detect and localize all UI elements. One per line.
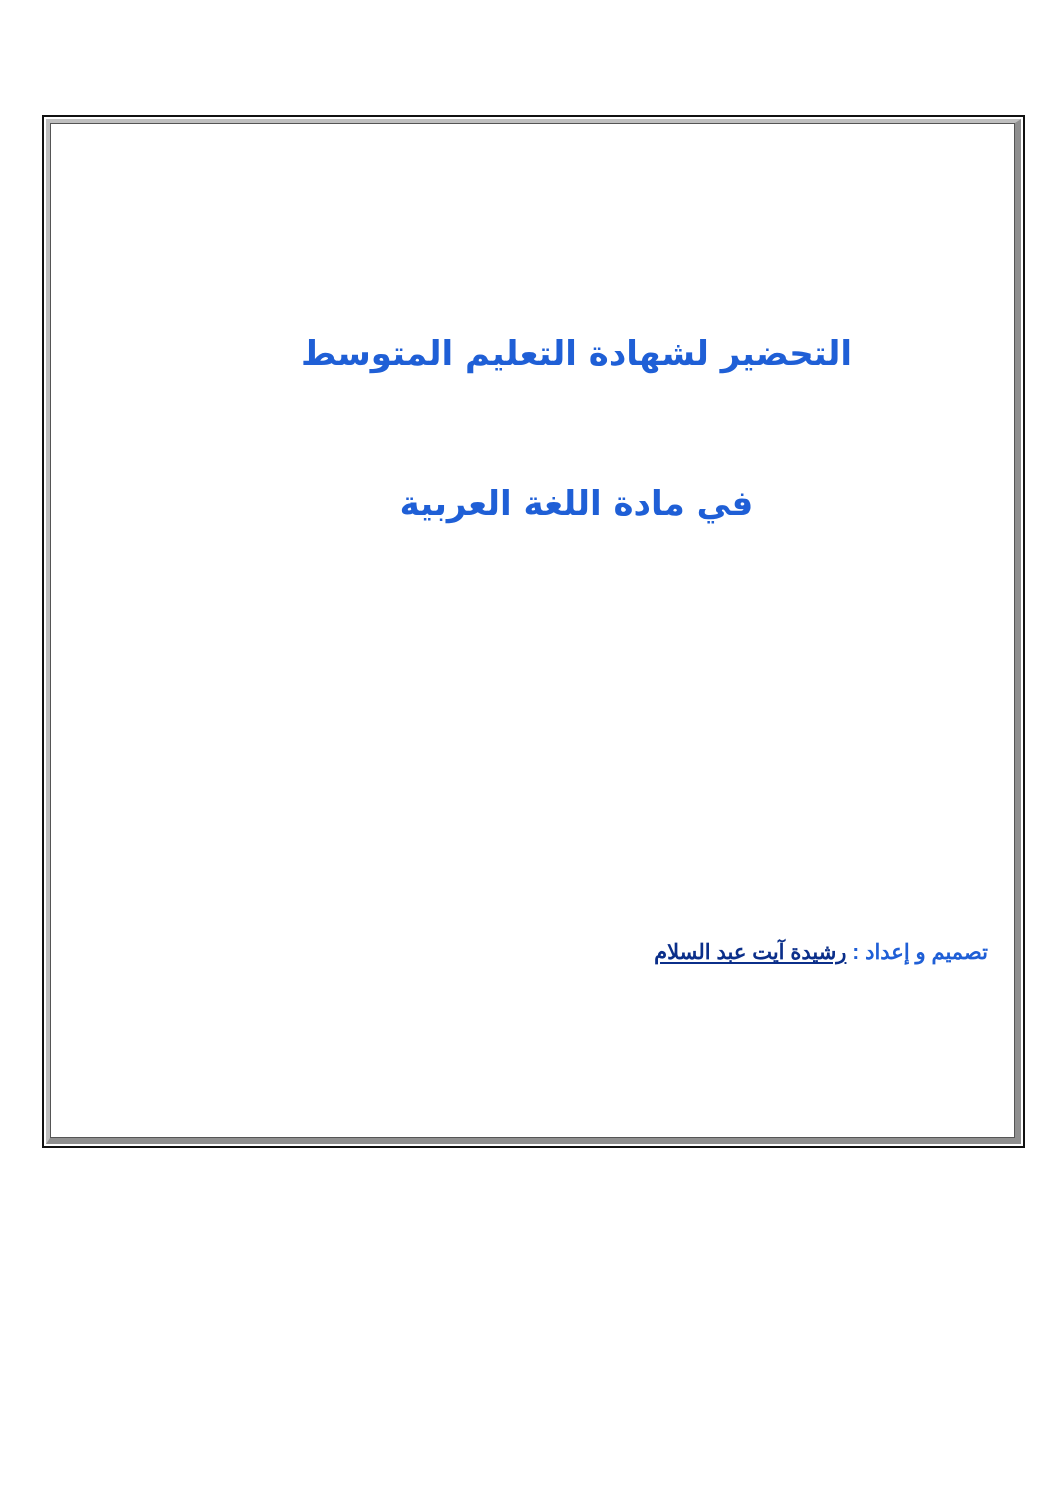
cover-frame xyxy=(42,115,1025,1148)
cover-frame-content xyxy=(50,123,1015,1138)
credit-line xyxy=(654,939,988,967)
credit-author: رشيدة آيت عبد السلام xyxy=(654,941,847,964)
cover-frame-bevel xyxy=(46,119,1021,1144)
credit-label: تصميم و إعداد : xyxy=(846,941,988,964)
cover-title-line-1: التحضير لشهادة التعليم المتوسط xyxy=(300,334,853,374)
cover-title-line-2: في مادة اللغة العربية xyxy=(399,484,754,524)
